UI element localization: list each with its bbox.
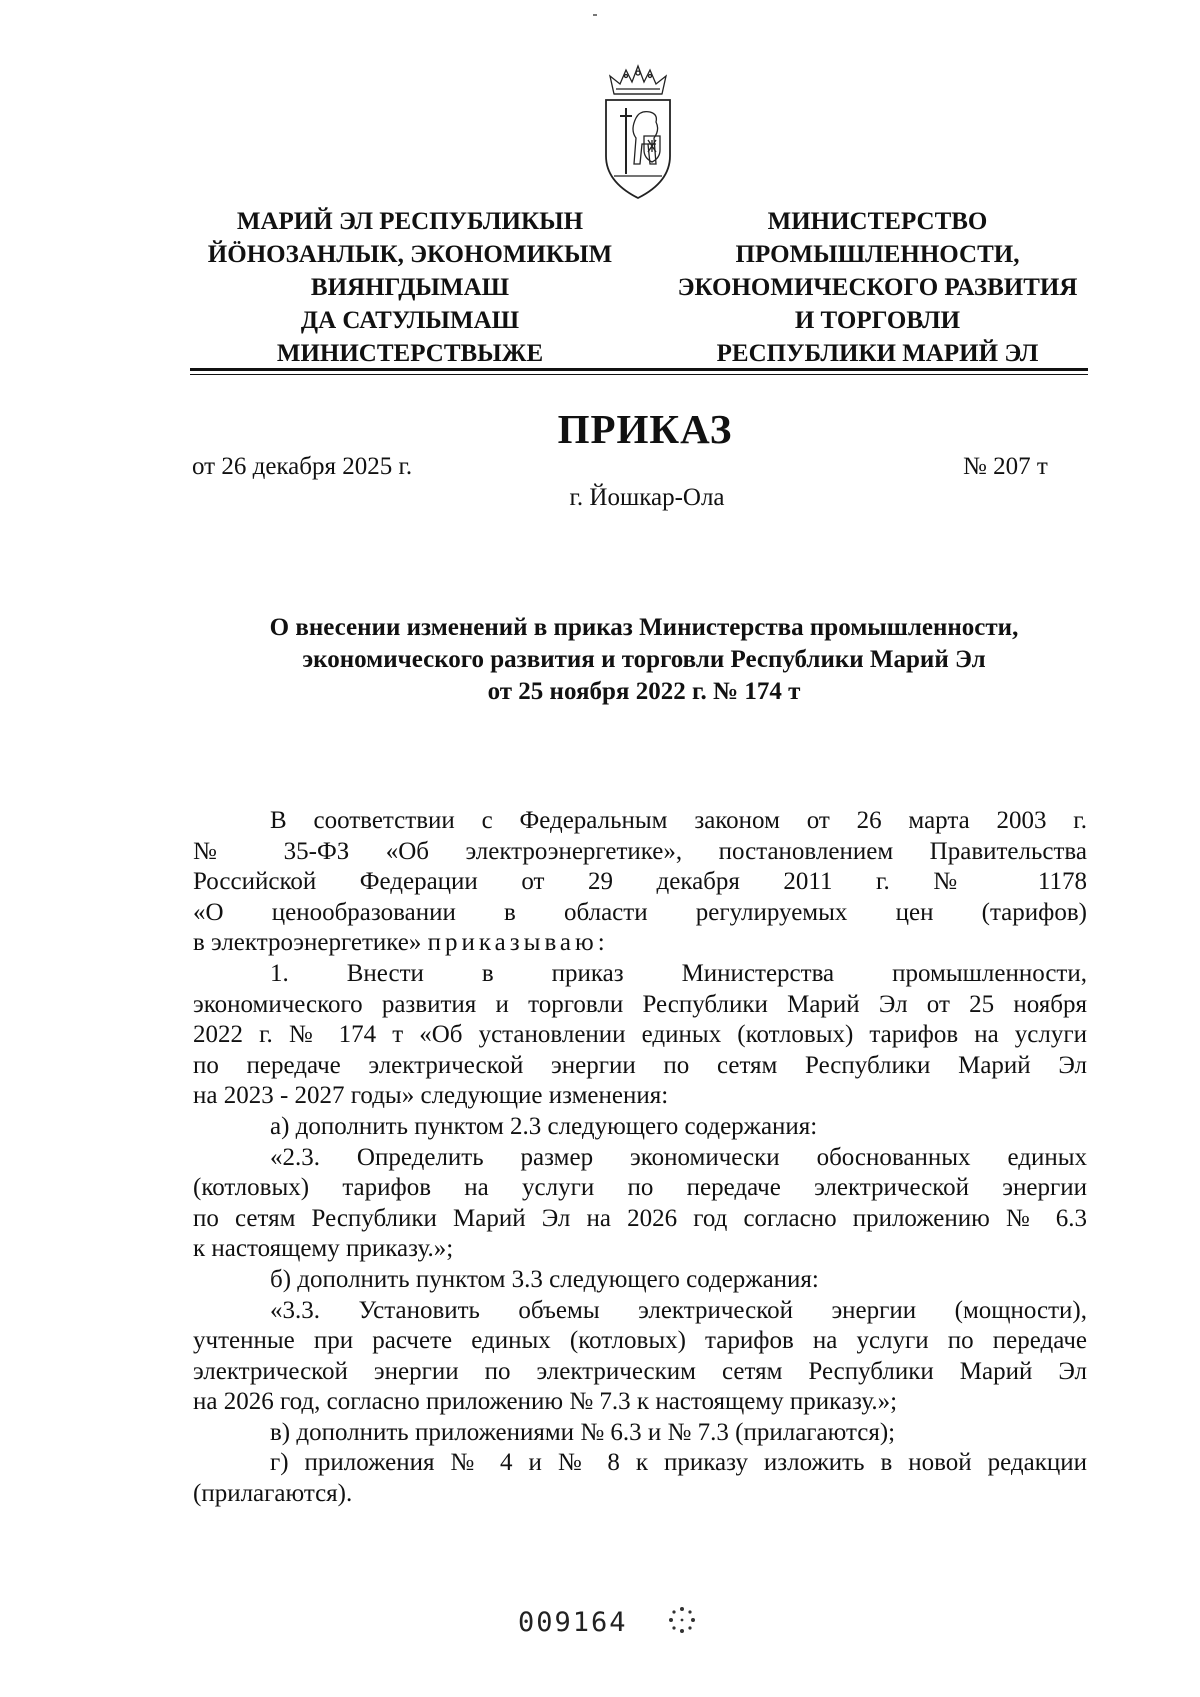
header-divider-thin xyxy=(190,374,1088,375)
body-line: 1. Внести в приказ Министерства промышленности, xyxy=(270,959,1087,987)
header-left-line: ДА САТУЛЫМАШ xyxy=(300,307,520,334)
body-line: 2022 г. № 174 т «Об установлении единых (котловых) тарифов на услуги xyxy=(193,1021,1087,1049)
body-line: (прилагаются). xyxy=(193,1480,353,1508)
header-divider-thick xyxy=(190,368,1088,371)
body-line: на 2026 год, согласно приложению № 7.3 к настоящему приказу.»; xyxy=(193,1388,898,1416)
serial-number-stamp: 009164 xyxy=(518,1607,628,1638)
body-line: (котловых) тарифов на услуги по передаче электрической энергии xyxy=(193,1174,1087,1202)
body-line: экономического развития и торговли Республики Марий Эл от 25 ноября xyxy=(193,990,1087,1018)
header-left-line: ВИЯНГДЫМАШ xyxy=(310,274,510,301)
header-right-line: ЭКОНОМИЧЕСКОГО РАЗВИТИЯ xyxy=(677,274,1078,301)
header-left-line: МИНИСТЕРСТВЫЖЕ xyxy=(276,340,544,367)
body-line: к настоящему приказу.»; xyxy=(193,1235,454,1263)
body-line: № 35-ФЗ «Об электроэнергетике», постановлением Правительства xyxy=(193,837,1087,865)
body-line: г) приложения № 4 и № 8 к приказу изложить в новой редакции xyxy=(270,1449,1087,1477)
body-line: в) дополнить приложениями № 6.3 и № 7.3 (прилагаются); xyxy=(270,1418,896,1446)
spaced-verb: приказываю: xyxy=(427,929,609,957)
header-right-line: ПРОМЫШЛЕННОСТИ, xyxy=(735,241,1020,268)
body-line xyxy=(193,928,1087,959)
body-line: «О ценообразовании в области регулируемых цен (тарифов) xyxy=(193,898,1087,926)
title-line: О внесении изменений в приказ Министерства промышленности, xyxy=(269,614,1019,641)
body-line: а) дополнить пунктом 2.3 следующего содержания: xyxy=(270,1112,818,1140)
header-right-line: И ТОРГОВЛИ xyxy=(794,307,961,334)
header-left-bilingual-name xyxy=(180,205,640,370)
body-line: по передаче электрической энергии по сетям Республики Марий Эл xyxy=(193,1051,1087,1079)
body-text: в электроэнергетике» xyxy=(193,929,422,957)
body-line: В соответствии с Федеральным законом от 26 марта 2003 г. xyxy=(270,807,1087,834)
title-line: от 25 ноября 2022 г. № 174 т xyxy=(487,678,801,705)
body-line: Российской Федерации от 29 декабря 2011 г. № 1178 xyxy=(193,868,1087,896)
coat-of-arms-icon xyxy=(596,64,680,204)
scan-dot xyxy=(593,14,597,16)
document-type-heading: ПРИКАЗ xyxy=(557,406,733,452)
order-number: № 207 т xyxy=(963,453,1048,480)
stamp-mark-icon xyxy=(665,1603,699,1637)
body-line: учтенные при расчете единых (котловых) тарифов на услуги по передаче xyxy=(193,1327,1087,1355)
body-line: на 2023 - 2027 годы» следующие изменения: xyxy=(193,1082,669,1110)
header-right-line: РЕСПУБЛИКИ МАРИЙ ЭЛ xyxy=(716,340,1039,367)
body-line: «2.3. Определить размер экономически обоснованных единых xyxy=(270,1143,1087,1171)
body-line: по сетям Республики Марий Эл на 2026 год согласно приложению № 6.3 xyxy=(193,1204,1087,1232)
document-body xyxy=(193,806,1087,1510)
header-right-line: МИНИСТЕРСТВО xyxy=(767,208,988,235)
body-line: б) дополнить пунктом 3.3 следующего содержания: xyxy=(270,1265,819,1293)
header-right-ministry-name xyxy=(655,205,1100,370)
order-date: от 26 декабря 2025 г. xyxy=(192,453,413,480)
body-line: электрической энергии по электрическим сетям Республики Марий Эл xyxy=(193,1357,1087,1385)
order-city: г. Йошкар-Ола xyxy=(569,484,725,511)
header-left-line: МАРИЙ ЭЛ РЕСПУБЛИКЫН xyxy=(236,208,584,235)
body-line: «3.3. Установить объемы электрической энергии (мощности), xyxy=(270,1296,1087,1324)
document-title xyxy=(180,612,1108,708)
title-line: экономического развития и торговли Республики Марий Эл xyxy=(302,646,986,673)
header-left-line: ЙӦНОЗАНЛЫК, ЭКОНОМИКЫМ xyxy=(207,241,613,268)
